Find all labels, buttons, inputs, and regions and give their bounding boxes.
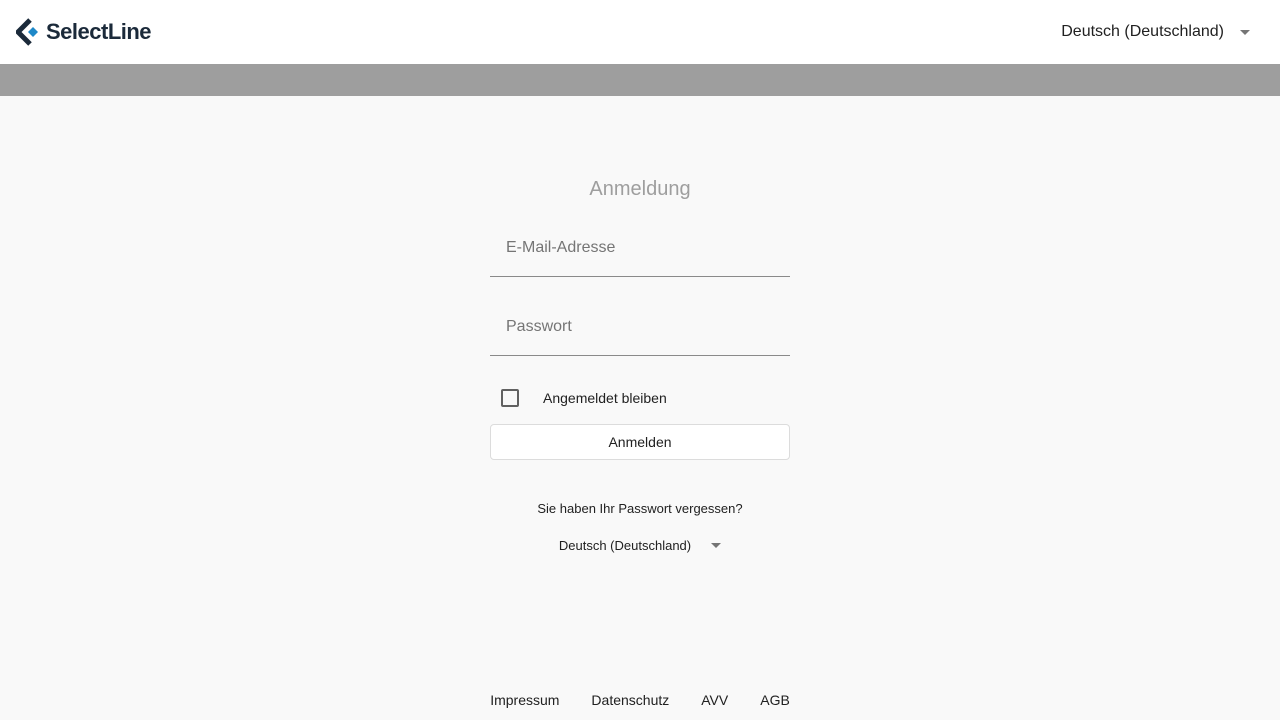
header-language-select[interactable] [1061, 18, 1250, 46]
remember-me-checkbox[interactable] [501, 389, 519, 407]
remember-me-label[interactable]: Angemeldet bleiben [543, 390, 667, 406]
header-language-value: Deutsch (Deutschland) [1061, 23, 1224, 40]
logo-text: SelectLine [46, 19, 152, 44]
caret-down-icon [1240, 30, 1250, 35]
email-input[interactable] [490, 220, 790, 276]
caret-down-icon [711, 543, 721, 548]
forgot-password-link[interactable]: Sie haben Ihr Passwort vergessen? [537, 501, 743, 516]
login-button[interactable]: Anmelden [490, 424, 790, 460]
form-language-select[interactable] [490, 538, 790, 553]
selectline-chevron-icon [16, 18, 40, 46]
form-language-value: Deutsch (Deutschland) [558, 538, 692, 553]
email-field [490, 220, 790, 277]
footer-link-avv[interactable]: AVV [701, 692, 729, 708]
password-input[interactable] [490, 299, 790, 355]
password-field [490, 299, 790, 356]
grey-banner-bar [0, 64, 1280, 96]
footer-link-datenschutz[interactable]: Datenschutz [591, 692, 670, 708]
selectline-logo[interactable] [16, 18, 151, 46]
footer-link-agb[interactable]: AGB [760, 692, 790, 708]
top-app-bar [0, 0, 1280, 64]
footer-links [0, 692, 1280, 708]
footer-link-impressum[interactable]: Impressum [490, 692, 560, 708]
remember-me [490, 388, 790, 408]
login-form [490, 170, 790, 553]
login-title: Anmeldung [589, 178, 691, 200]
